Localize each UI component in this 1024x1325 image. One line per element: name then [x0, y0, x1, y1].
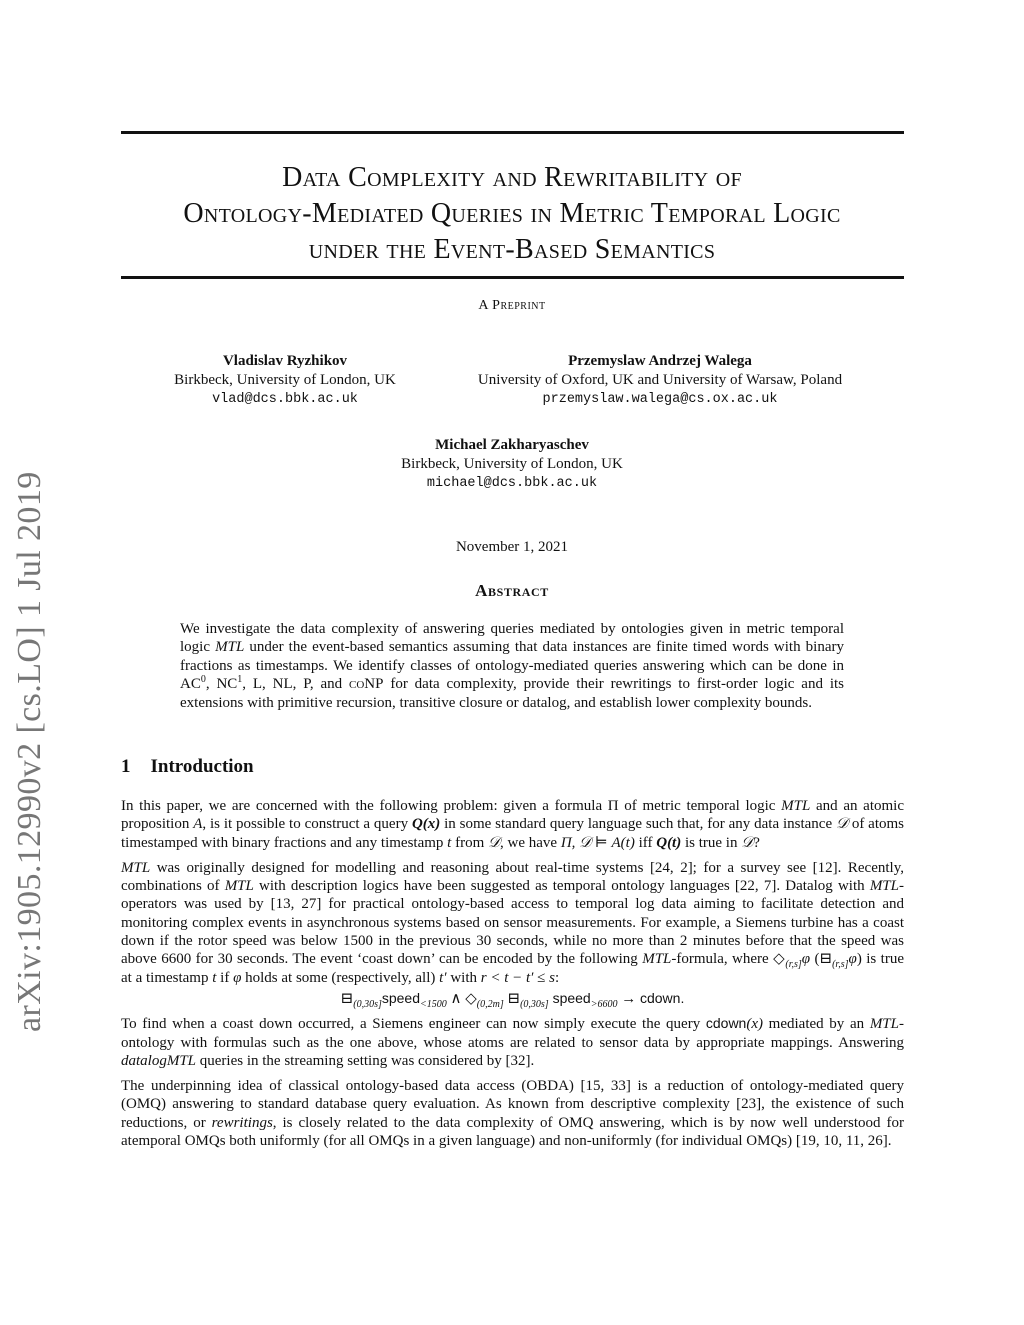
arxiv-sidebar-stamp: arXiv:1905.12990v2 [cs.LO] 1 Jul 2019	[11, 471, 48, 1032]
author-block-2	[440, 352, 880, 409]
paragraph-1: In this paper, we are concerned with the following problem: given a formula Π of metric temporal logic MTL and an atomic proposition A, is it possible to construct a query Q(x) in some standard query language such that, for any data instance 𝒟 of atoms timestamped with binary fractions and any timestamp t from 𝒟, we have Π, 𝒟 ⊨ A(t) iff Q(t) is true in 𝒟?	[121, 798, 905, 851]
coast-down-formula: $⊟_{(0,30s]}speed_{<1500}$ ∧ $◇_{(0,2m]}$ $⊟_{(0,30s]}$ speed$_{>6600}$ → cdown.	[340, 989, 685, 1010]
title-line-2: Ontology-Mediated Queries in Metric Temporal Logic	[183, 198, 841, 229]
section-heading-introduction	[121, 756, 254, 778]
paragraph-4: The underpinning idea of classical ontology-based data access (OBDA) [15, 33] is a reduction of ontology-mediated query (OMQ) answering to standard database query evaluation. As known from descriptive complexity [23], the existence of such reductions, or rewritings, is closely related to the data complexity of OMQ answering, which is by now well understood for atemporal OMQs both uniformly (for all OMQs in a given language) and non-uniformly (for individual OMQs) [19, 10, 11, 26].	[121, 1078, 904, 1150]
author-name: Przemyslaw Andrzej Walega	[568, 353, 752, 369]
author-block-1	[140, 352, 430, 409]
author-email[interactable]: przemyslaw.walega@cs.ox.ac.uk	[542, 392, 778, 407]
author-block-3	[312, 436, 712, 493]
abstract-text: We investigate the data complexity of answering queries mediated by ontologies given in metric temporal logic MTL under the event-based semantics assuming that data instances are finite timed words with binary fractions as timestamps. We identify classes of ontology-mediated queries answering which can be done in $AC^0$, $NC^1$, L, NL, P, and coNP for data complexity, provide their rewritings to first-order logic and its extensions with primitive recursion, transitive closure or datalog, and establish lower complexity bounds.	[180, 621, 844, 711]
author-name: Michael Zakharyaschev	[435, 437, 589, 453]
section-title: Introduction	[150, 756, 254, 777]
abstract-heading: Abstract	[475, 581, 549, 600]
paper-date: November 1, 2021	[455, 539, 569, 555]
preprint-label: A Preprint	[478, 298, 546, 313]
title-line-3: under the Event-Based Semantics	[308, 234, 716, 265]
introduction-body	[121, 797, 904, 1157]
title-top-rule	[121, 131, 904, 134]
title-bottom-rule	[121, 276, 904, 279]
paper-title	[100, 160, 924, 268]
author-name: Vladislav Ryzhikov	[222, 353, 348, 369]
author-affiliation: University of Oxford, UK and University of Warsaw, Poland	[477, 372, 843, 388]
paragraph-2: MTL was originally designed for modelling and reasoning about real-time systems [24, 2]; for a survey see [12]. Recently, combinations of MTL with description logics have been suggested as temporal ontology languages [22, 7]. Datalog with MTL-operators was used by [13, 27] for practical ontology-based access to temporal log data aiming to facilitate detection and monitoring complex events in asynchronous systems based on sensor measurements. For example, a Siemens turbine has a coast down if the rotor speed was below 1500 in the previous 30 seconds, while no more than 2 minutes before that the speed was above 6600 for 30 seconds. The event ‘coast down’ can be encoded by the following MTL-formula, where $◇_{(r,s]}\varphi$ $(⊟_{(r,s]}\varphi)$ is true at a timestamp t if φ holds at some (respectively, all) t′ with r < t − t′ ≤ s:	[121, 859, 904, 986]
author-affiliation: Birkbeck, University of London, UK	[174, 372, 396, 388]
author-email[interactable]: michael@dcs.bbk.ac.uk	[426, 476, 598, 491]
author-affiliation: Birkbeck, University of London, UK	[401, 456, 623, 472]
author-email[interactable]: vlad@dcs.bbk.ac.uk	[212, 392, 358, 407]
paragraph-3: To find when a coast down occurred, a Siemens engineer can now simply execute the query cdown(x) mediated by an MTL-ontology with formulas such as the one above, whose atoms are related to sensor data by appropriate mappings. Answering datalogMTL queries in the streaming setting was considered by [32].	[121, 1015, 904, 1069]
section-number: 1	[121, 756, 131, 777]
title-line-1: Data Complexity and Rewritability of	[282, 162, 742, 193]
